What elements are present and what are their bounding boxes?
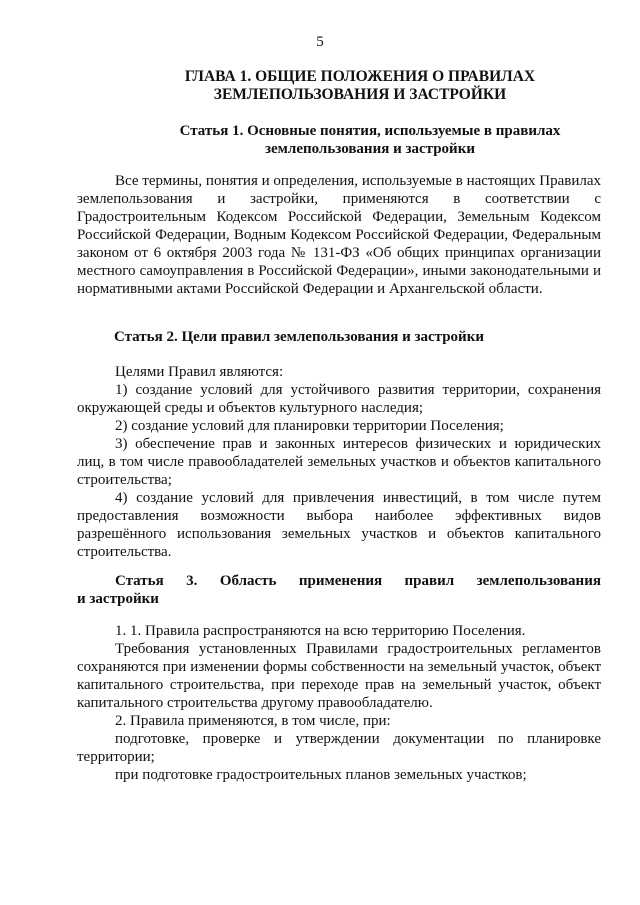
list-item: 2) создание условий для планировки территории Поселения; <box>115 418 504 434</box>
page-number: 5 <box>316 34 324 50</box>
article-3-title-line2: и застройки <box>77 591 159 607</box>
article-3-title-line1 <box>77 572 601 590</box>
article-1-title-line2: землепользования и застройки <box>265 141 475 157</box>
paragraph: 2. Правила применяются, в том числе, при: <box>115 713 391 729</box>
paragraph: при подготовке градостроительных планов земельных участков; <box>115 767 527 783</box>
chapter-title-line1: ГЛАВА 1. ОБЩИЕ ПОЛОЖЕНИЯ О ПРАВИЛАХ <box>184 68 536 85</box>
list-item: 3) обеспечение прав и законных интересов физических и юридических лиц, в том числе правообладателей земельных участков и объектов капитального строительства; <box>77 436 601 488</box>
title-word: Статья <box>115 573 164 589</box>
article-1-title-line1: Статья 1. Основные понятия, используемые в правилах <box>179 123 561 139</box>
article-2-body <box>77 363 601 561</box>
chapter-title <box>130 68 590 104</box>
article-3-body <box>77 622 601 784</box>
article-2-title: Статья 2. Цели правил землепользования и застройки <box>114 329 484 345</box>
paragraph: Требования установленных Правилами градостроительных регламентов сохраняются при изменении формы собственности на земельный участок, объект капитального строительства, при переходе прав на земельный участок, объект капитального строительства другому правообладателю. <box>77 641 601 711</box>
chapter-title-line2: ЗЕМЛЕПОЛЬЗОВАНИЯ И ЗАСТРОЙКИ <box>213 86 507 103</box>
title-word: 3. <box>186 573 198 589</box>
title-word: применения <box>298 573 383 589</box>
title-word: правил <box>404 573 455 589</box>
list-item: 4) создание условий для привлечения инвестиций, в том числе путем предоставления возможности выбора наиболее эффективных видов разрешённого использования земельных участков и объектов капитального строительства. <box>77 490 601 560</box>
paragraph: Все термины, понятия и определения, используемые в настоящих Правилах землепользования и застройки, применяются в соответствии с Градостроительным Кодексом Российской Федерации, Земельным Кодексом Российской Федерации, Водным Кодексом Российской Федерации, Федеральным законом от 6 октября 2003 года № 131-ФЗ «Об общих принципах организации местного самоуправления в Российской Федерации», иными законодательными и нормативными актами Российской Федерации и Архангельской области. <box>77 173 601 297</box>
article-1-body <box>77 172 601 298</box>
list-item: 1) создание условий для устойчивого развития территории, сохранения окружающей среды и объектов культурного наследия; <box>77 382 601 416</box>
article-3-title <box>77 572 601 608</box>
paragraph: подготовке, проверке и утверждении документации по планировке территории; <box>77 731 601 765</box>
paragraph: Целями Правил являются: <box>115 364 284 380</box>
title-word: Область <box>219 573 277 589</box>
paragraph: 1. 1. Правила распространяются на всю территорию Поселения. <box>115 623 526 639</box>
article-1-title <box>150 122 590 158</box>
title-word: землепользования <box>476 573 601 589</box>
